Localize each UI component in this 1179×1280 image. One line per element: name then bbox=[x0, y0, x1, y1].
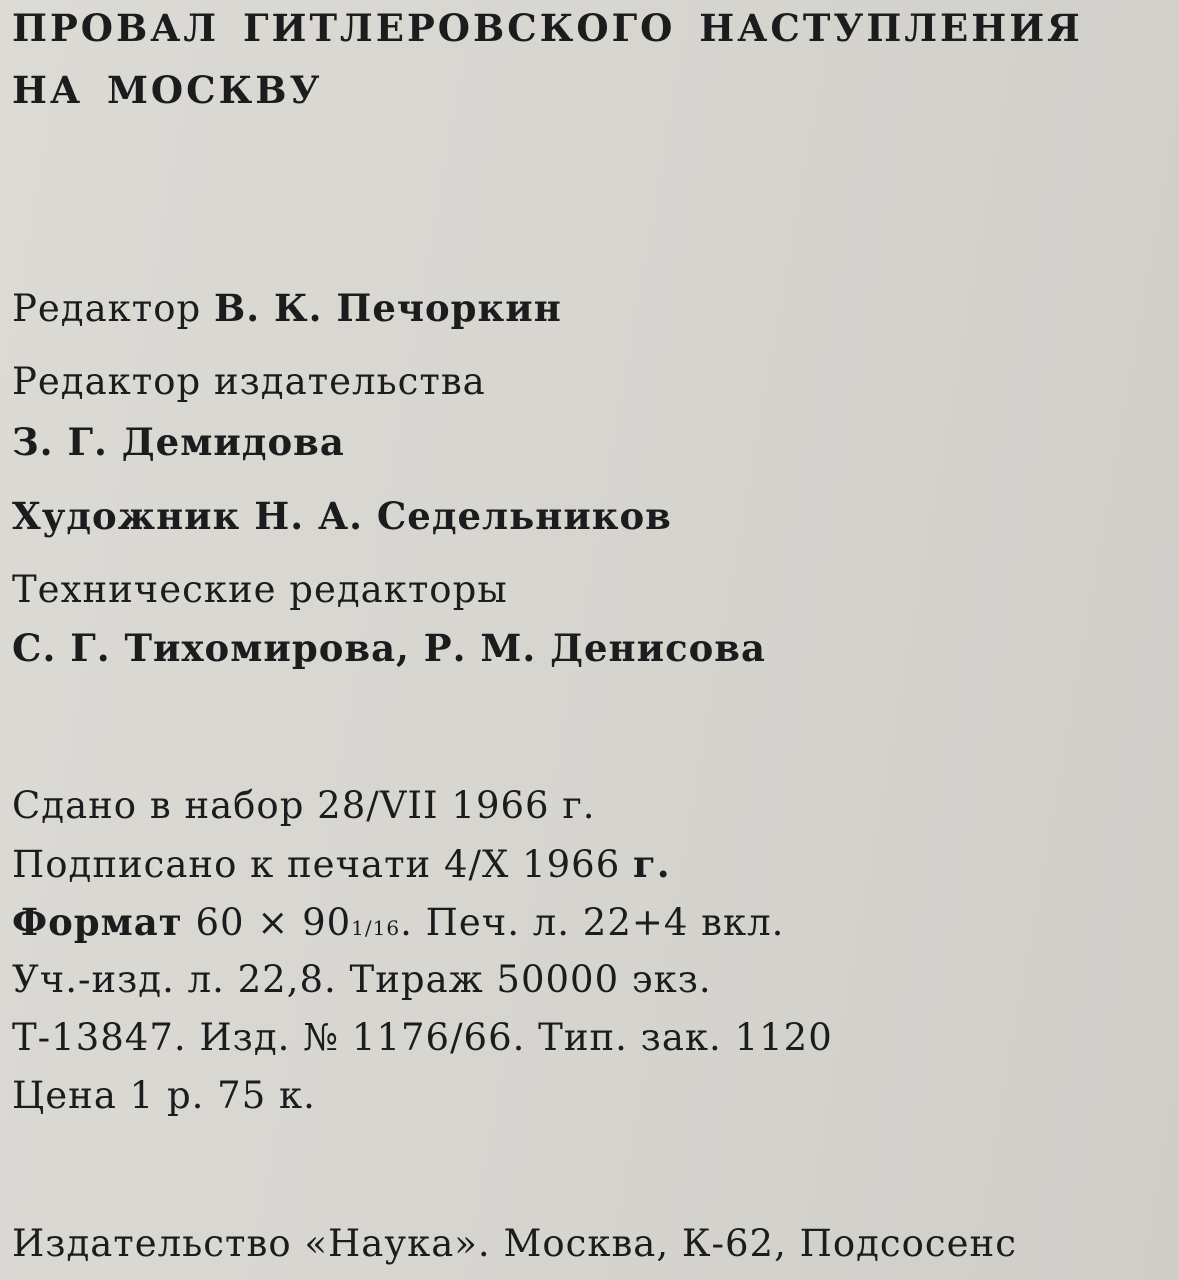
circulation: Тираж 50000 экз. bbox=[349, 958, 712, 1001]
book-title-line-1: ПРОВАЛ ГИТЛЕРОВСКОГО НАСТУПЛЕНИЯ bbox=[12, 6, 1083, 50]
book-title-line-2: НА МОСКВУ bbox=[12, 68, 323, 112]
signed-label: Подписано к печати 4/X 1966 bbox=[12, 843, 621, 886]
format-fraction: 1/16 bbox=[351, 916, 401, 940]
format-line bbox=[12, 900, 784, 950]
format-label: Формат bbox=[12, 900, 183, 944]
signed-date bbox=[12, 842, 671, 887]
signed-suffix: г. bbox=[633, 842, 671, 886]
artist-credit bbox=[12, 494, 672, 538]
submitted-date: Сдано в набор 28/VII 1966 г. bbox=[12, 784, 596, 827]
format-rest: . Печ. л. 22+4 вкл. bbox=[400, 901, 785, 944]
publisher-editor-label: Редактор издательства bbox=[12, 360, 486, 403]
format-value: 60 × 90 bbox=[195, 901, 352, 944]
tech-editors-label: Технические редакторы bbox=[12, 568, 508, 611]
artist-label: Художник bbox=[12, 494, 241, 538]
order-line: Т-13847. Изд. № 1176/66. Тип. зак. 1120 bbox=[12, 1016, 833, 1059]
price-line: Цена 1 р. 75 к. bbox=[12, 1074, 316, 1117]
editor-label: Редактор bbox=[12, 287, 202, 330]
artist-name: Н. А. Седельников bbox=[254, 494, 672, 538]
volume-label: Уч.-изд. л. 22,8. bbox=[12, 958, 337, 1001]
editor-credit bbox=[12, 286, 562, 331]
tech-editors-names: С. Г. Тихомирова, Р. М. Денисова bbox=[12, 626, 766, 670]
publisher-editor-name: З. Г. Демидова bbox=[12, 420, 345, 464]
volume-line bbox=[12, 958, 712, 1002]
publisher-address: Издательство «Наука». Москва, К-62, Подсосенс bbox=[12, 1222, 1017, 1265]
editor-name: В. К. Печоркин bbox=[213, 286, 562, 330]
